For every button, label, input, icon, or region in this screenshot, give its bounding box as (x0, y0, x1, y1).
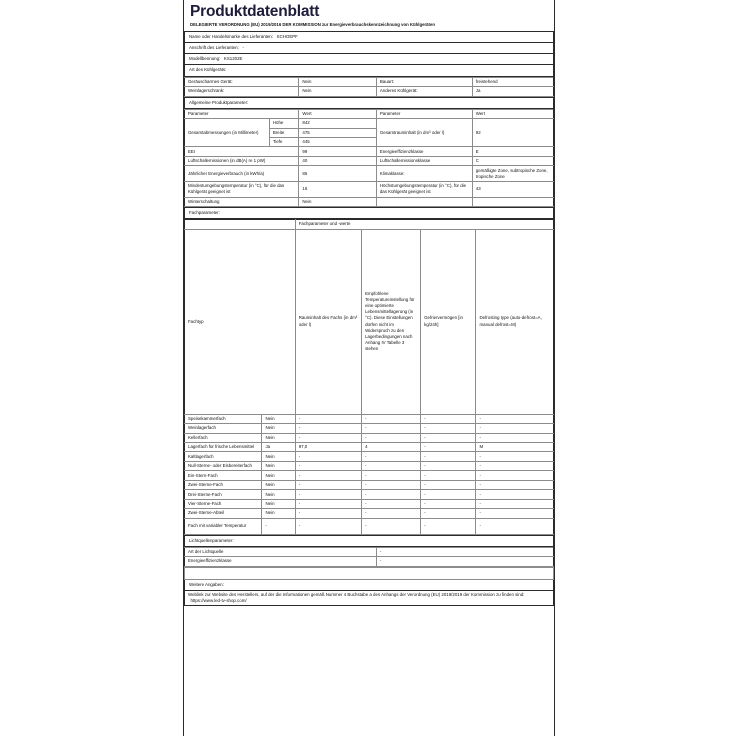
compartment-name: Null-Sterne- oder Eisbereiterfach (185, 461, 262, 470)
header-recommended-temperature: Empfohlene Temperatureinstellung für eine optimierte Lebensmittellagerung (in °C). Diese Einstellungen dürfen nicht im Widerspruch zu den Lagerbedingungen nach Anhang IV Tabelle 3 stehen (362, 229, 421, 414)
compartment-present: Nein (262, 433, 295, 442)
compartment-defrost: - (476, 518, 554, 534)
compartments-section-row (185, 208, 554, 219)
header-compartment-type: Fachtyp (185, 229, 296, 414)
compartments-table (184, 219, 554, 535)
table-row (185, 490, 554, 499)
dimension-depth-value: 445 (299, 138, 376, 147)
light-source-section-row (185, 535, 554, 546)
compartment-defrost: - (476, 452, 554, 461)
compartment-volume: - (295, 471, 361, 480)
compartment-name: Weinlagerfach (185, 424, 262, 433)
construction-label: Bauart: (376, 77, 472, 86)
max-ambient-temp-value: 43 (472, 181, 553, 197)
compartment-volume: - (295, 490, 361, 499)
energy-class-value: E (472, 147, 553, 156)
table-row (185, 557, 554, 566)
compartment-freeze: - (421, 424, 476, 433)
table-row (185, 181, 554, 197)
table-row (185, 499, 554, 508)
appliance-type-section-label: Art des Kühlgeräts: (185, 65, 554, 76)
compartment-temp: - (362, 471, 421, 480)
light-source-class-label: Energieeffizienzklasse (185, 557, 377, 566)
dimension-width-value: 475 (299, 128, 376, 137)
eei-value: 99 (299, 147, 376, 156)
compartment-temp: - (362, 518, 421, 534)
table-row (185, 414, 554, 423)
header-parameter-2: Parameter (376, 109, 472, 118)
total-volume-label: Gesamtrauminhalt (in dm³ oder l) (376, 119, 472, 147)
dimensions-label: Gesamtabmessungen (in Millimeter) (185, 119, 270, 147)
regulation-subtitle: DELEGIERTE VERORDNUNG (EU) 2019/2016 DER KOMMISSION zur Energieverbrauchskennzeichnung von Kühlgeräten (190, 22, 435, 27)
general-parameters-table (184, 109, 554, 207)
compartments-group-header: Fachparameter und -werte (295, 220, 553, 229)
light-source-section-label: Lichtquellenparameter: (185, 535, 554, 546)
supplier-name-value: SCHOEPF (276, 34, 298, 40)
compartments-group-header-row (185, 220, 554, 229)
header-parameter-1: Parameter (185, 109, 299, 118)
compartment-name: Vier-Sterne-Fach (185, 499, 262, 508)
compartment-temp: - (362, 480, 421, 489)
header-value-2: Wert (472, 109, 553, 118)
spacer-row (185, 567, 554, 579)
total-volume-value: 92 (472, 119, 553, 147)
manufacturer-weblink[interactable]: https://www.led-tv-shop.com/ (190, 598, 247, 604)
compartment-volume: - (295, 499, 361, 508)
compartments-section-label: Fachparameter: (185, 208, 554, 219)
compartment-volume: - (295, 452, 361, 461)
compartment-temp: - (362, 452, 421, 461)
compartment-temp: - (362, 461, 421, 470)
further-text-row (185, 590, 554, 606)
wine-cabinet-label: Weinlagerschrank: (185, 87, 299, 96)
compartment-defrost: - (476, 509, 554, 518)
compartment-name: Speisekammerfach (185, 414, 262, 423)
compartment-freeze: - (421, 490, 476, 499)
compartment-present: Nein (262, 452, 295, 461)
noise-emission-value: 40 (299, 156, 376, 165)
compartment-temp: - (362, 499, 421, 508)
compartment-volume: - (295, 424, 361, 433)
compartment-volume: - (295, 414, 361, 423)
quiet-appliance-value: Nein (299, 77, 376, 86)
compartment-present: Nein (262, 509, 295, 518)
dimension-height-label: Höhe (269, 119, 299, 128)
light-source-class-value: - (376, 557, 553, 566)
compartment-name: Zwei-Sterne-Abteil (185, 509, 262, 518)
header-defrosting-type: Defrosting type (auto-defrost=A, manual defrost=M) (476, 229, 554, 414)
table-row (185, 442, 554, 451)
compartment-name: Zwei-Sterne-Fach (185, 480, 262, 489)
light-source-type-value: - (376, 547, 553, 556)
table-row (185, 471, 554, 480)
compartment-temp: - (362, 414, 421, 423)
compartment-name: Fach mit variabler Temperatur (185, 518, 262, 534)
compartment-defrost: - (476, 499, 554, 508)
supplier-address-row (185, 43, 554, 54)
compartment-defrost: M (476, 442, 554, 451)
wine-cabinet-value: Nein (299, 87, 376, 96)
further-text-cell (185, 590, 554, 606)
compartment-temp: - (362, 424, 421, 433)
compartment-defrost: - (476, 461, 554, 470)
table-row (185, 480, 554, 489)
compartments-section-header-table (184, 207, 554, 219)
further-info-table (184, 567, 554, 607)
noise-class-value: C (472, 156, 553, 165)
climate-class-label: Klimaklasse: (376, 166, 472, 182)
compartment-defrost: - (476, 433, 554, 442)
table-row (185, 87, 554, 96)
compartment-name: Drei-Sterne-Fach (185, 490, 262, 499)
supplier-address-label: Anschrift des Lieferanten: (189, 45, 239, 51)
compartment-present: - (262, 518, 295, 534)
compartment-freeze: - (421, 480, 476, 489)
compartment-freeze: - (421, 509, 476, 518)
further-section-label: Weitere Angaben: (185, 579, 554, 590)
empty-label (376, 197, 472, 206)
model-row (185, 54, 554, 65)
dimension-height-value: 842 (299, 119, 376, 128)
compartment-temp: - (362, 490, 421, 499)
appliance-type-table (184, 77, 554, 97)
general-section-row (185, 97, 554, 108)
compartment-volume: - (295, 518, 361, 534)
compartment-present: Nein (262, 471, 295, 480)
datasheet-sheet (183, 0, 555, 736)
table-row (185, 77, 554, 86)
model-value: KS1202E (223, 56, 243, 62)
noise-emission-label: Luftschallemissionen (in dB(A) re 1 pW) (185, 156, 299, 165)
compartment-name: Kaltlagerfach (185, 452, 262, 461)
energy-class-label: Energieeffizienzklasse (376, 147, 472, 156)
supplier-address-value: - (242, 45, 244, 51)
compartment-volume: 97,0 (295, 442, 361, 451)
table-row (185, 433, 554, 442)
annual-energy-label: Jährlicher Energieverbrauch (in kWh/a) (185, 166, 299, 182)
compartment-temp: 4 (362, 442, 421, 451)
dimension-depth-label: Tiefe (269, 138, 299, 147)
light-source-table (184, 547, 554, 567)
table-row (185, 452, 554, 461)
table-row (185, 509, 554, 518)
header-freezing-capacity: Gefriervermögen [in kg/24h] (421, 229, 476, 414)
compartment-volume: - (295, 509, 361, 518)
compartment-freeze: - (421, 518, 476, 534)
light-source-section-header-table (184, 535, 554, 547)
supplier-table (184, 31, 554, 76)
compartment-present: Nein (262, 490, 295, 499)
page-title: Produktdatenblatt (190, 3, 320, 20)
header-compartment-volume: Rauminhalt des Fachs (in dm³ oder l) (295, 229, 361, 414)
table-row (185, 166, 554, 182)
max-ambient-temp-label: Höchstumgebungstemperatur (in °C), für die das Kühlgerät geeignet ist (376, 181, 472, 197)
table-row (185, 547, 554, 556)
compartment-volume: - (295, 461, 361, 470)
min-ambient-temp-value: 16 (299, 181, 376, 197)
compartment-name: Ein-Stern-Fach (185, 471, 262, 480)
table-row (185, 461, 554, 470)
table-row (185, 518, 554, 534)
spacer-cell (185, 567, 554, 579)
climate-class-value: gemäßigte Zone, subtropische Zone, tropische Zone (472, 166, 553, 182)
supplier-name-label: Name oder Handelsmarke des Lieferanten: (189, 34, 273, 40)
supplier-address-cell (185, 43, 554, 54)
annual-energy-value: 85 (299, 166, 376, 182)
other-refrigerator-label: Anderes Kühlgerät: (376, 87, 472, 96)
compartment-present: Nein (262, 424, 295, 433)
dimension-width-label: Breite (269, 128, 299, 137)
compartment-freeze: - (421, 414, 476, 423)
supplier-name-row (185, 32, 554, 43)
model-cell (185, 54, 554, 65)
light-source-type-label: Art der Lichtquelle (185, 547, 377, 556)
compartment-freeze: - (421, 461, 476, 470)
table-row (185, 147, 554, 156)
compartment-freeze: - (421, 452, 476, 461)
compartment-temp: - (362, 509, 421, 518)
compartment-freeze: - (421, 499, 476, 508)
compartment-freeze: - (421, 433, 476, 442)
construction-value: freistehend (472, 77, 553, 86)
compartment-volume: - (295, 480, 361, 489)
compartment-temp: - (362, 433, 421, 442)
quiet-appliance-label: Geräuscharmes Gerät: (185, 77, 299, 86)
further-section-row (185, 579, 554, 590)
model-label: Modellbennung: (189, 56, 221, 62)
winter-setting-label: Winterschaltung (185, 197, 299, 206)
empty-value (472, 197, 553, 206)
table-row (185, 197, 554, 206)
compartment-freeze: - (421, 471, 476, 480)
header-value-1: Wert (299, 109, 376, 118)
min-ambient-temp-label: Mindestumgebungstemperatur (in °C), für die das Kühlgerät geeignet ist (185, 181, 299, 197)
compartment-freeze: - (421, 442, 476, 451)
noise-class-label: Luftschallemissionsklasse (376, 156, 472, 165)
compartment-defrost: - (476, 490, 554, 499)
compartment-present: Nein (262, 499, 295, 508)
compartment-defrost: - (476, 480, 554, 489)
other-refrigerator-value: Ja (472, 87, 553, 96)
compartment-volume: - (295, 433, 361, 442)
compartments-header-row (185, 229, 554, 414)
compartment-defrost: - (476, 471, 554, 480)
compartment-present: Nein (262, 461, 295, 470)
eei-label: EEI (185, 147, 299, 156)
general-section-header-table (184, 97, 554, 109)
compartment-name: Lagerfach für frische Lebensmittel (185, 442, 262, 451)
group-header-blank (185, 220, 296, 229)
compartment-present: Nein (262, 414, 295, 423)
general-header-row (185, 109, 554, 118)
general-section-label: Allgemeine Produktparameter: (185, 97, 554, 108)
appliance-type-section-row (185, 65, 554, 76)
compartment-present: Ja (262, 442, 295, 451)
table-row (185, 156, 554, 165)
table-row (185, 424, 554, 433)
compartment-present: Nein (262, 480, 295, 489)
winter-setting-value: Nein (299, 197, 376, 206)
supplier-name-cell (185, 32, 554, 43)
compartment-name: Kellerfach (185, 433, 262, 442)
compartment-defrost: - (476, 424, 554, 433)
dimensions-row-height (185, 119, 554, 128)
compartment-defrost: - (476, 414, 554, 423)
further-text: Weblink zur Website des Herstellers, auf der die Informationen gemäß Nummer 4 Buchstabe a des Anhangs der Verordnung (EU) 2019/2019 der Kommission zu finden sind: (188, 592, 525, 598)
